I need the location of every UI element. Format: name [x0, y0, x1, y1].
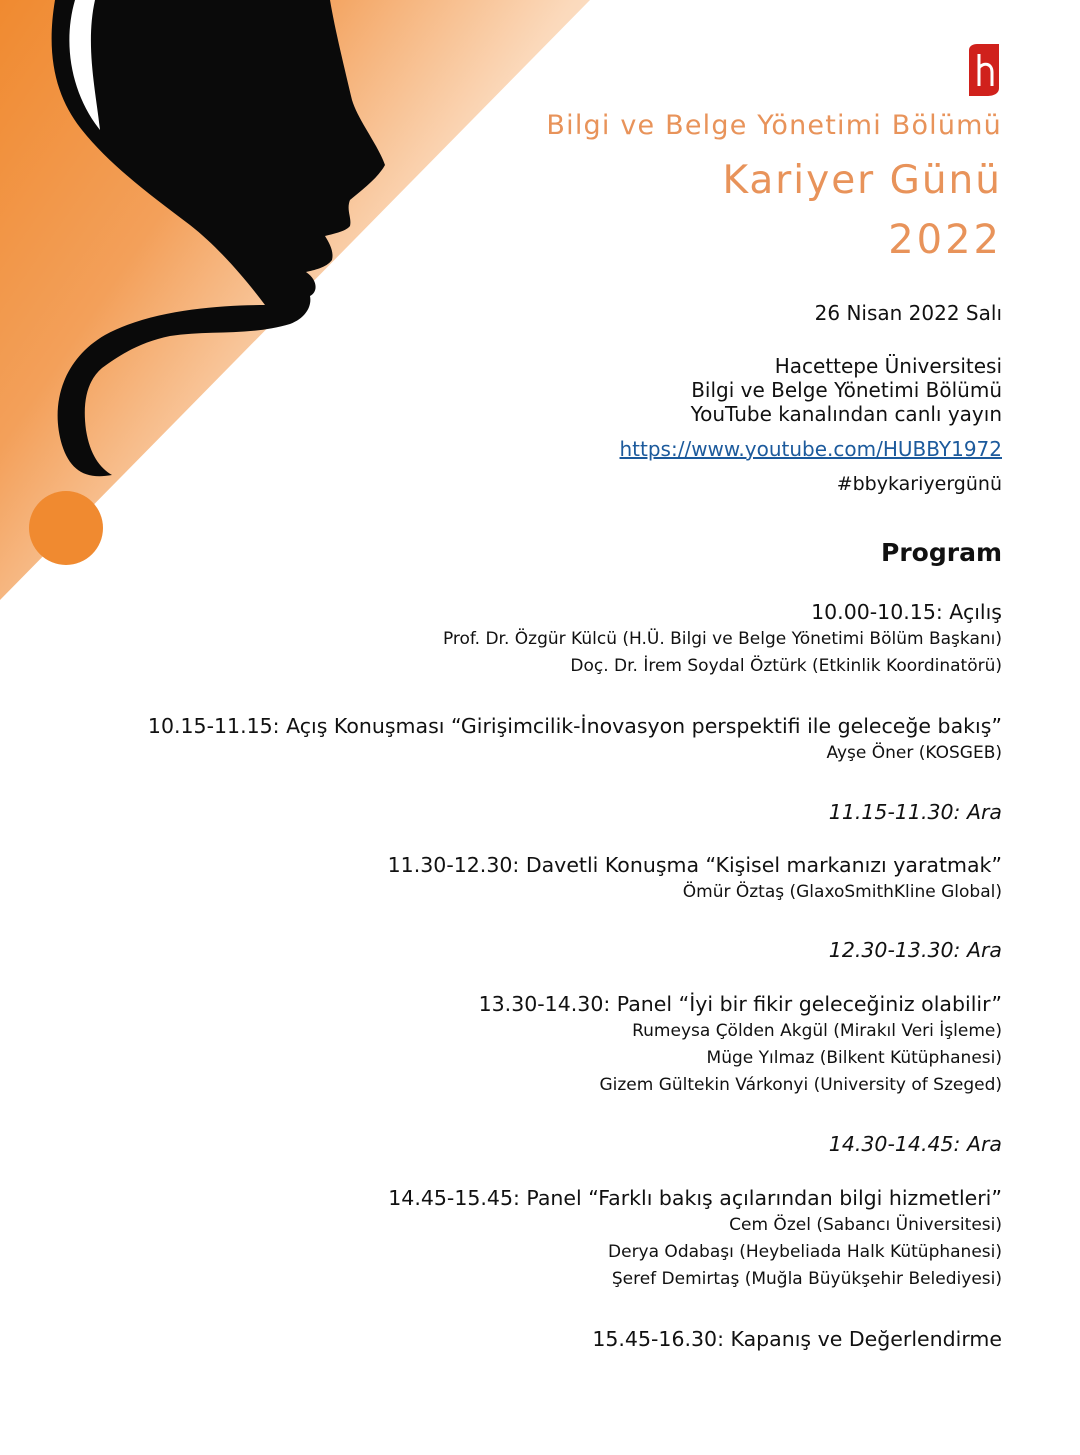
question-dot	[29, 491, 103, 565]
venue-line: Hacettepe Üniversitesi	[774, 354, 1002, 378]
session-title: 10.15-11.15: Açış Konuşması “Girişimcilik-İnovasyon perspektifi ile geleceğe bakış”	[147, 714, 1002, 738]
speaker: Cem Özel (Sabancı Üniversitesi)	[729, 1215, 1002, 1235]
speaker: Prof. Dr. Özgür Külcü (H.Ü. Bilgi ve Belge Yönetimi Bölüm Başkanı)	[442, 629, 1002, 649]
speaker: Doç. Dr. İrem Soydal Öztürk (Etkinlik Koordinatörü)	[570, 656, 1002, 676]
speaker: Gizem Gültekin Várkonyi (University of Szeged)	[599, 1075, 1002, 1095]
break-title: 12.30-13.30: Ara	[828, 938, 1002, 962]
hacettepe-logo-icon	[965, 42, 1003, 98]
program-item	[388, 1184, 1002, 1293]
program-item	[148, 712, 1002, 767]
break-title: 14.30-14.45: Ara	[828, 1132, 1002, 1156]
speaker: Ömür Öztaş (GlaxoSmithKline Global)	[682, 882, 1002, 902]
speaker: Rumeysa Çölden Akgül (Mirakıl Veri İşleme)	[632, 1021, 1002, 1041]
program-item	[388, 851, 1002, 906]
program-heading: Program	[881, 538, 1002, 567]
department-title: Bilgi ve Belge Yönetimi Bölümü	[546, 110, 1002, 141]
speaker: Derya Odabaşı (Heybeliada Halk Kütüphanesi)	[608, 1242, 1002, 1262]
session-title: 14.45-15.45: Panel “Farklı bakış açılarından bilgi hizmetleri”	[388, 1186, 1002, 1210]
program-item	[592, 1325, 1002, 1353]
event-date: 26 Nisan 2022 Salı	[814, 301, 1002, 325]
session-title: 11.30-12.30: Davetli Konuşma “Kişisel markanızı yaratmak”	[387, 853, 1002, 877]
speaker: Ayşe Öner (KOSGEB)	[826, 743, 1002, 763]
youtube-link[interactable]: https://www.youtube.com/HUBBY1972	[619, 437, 1002, 461]
session-title: 13.30-14.30: Panel “İyi bir fikir geleceğiniz olabilir”	[478, 992, 1002, 1016]
hashtag: #bbykariyergünü	[836, 473, 1002, 495]
session-title: 15.45-16.30: Kapanış ve Değerlendirme	[592, 1327, 1002, 1351]
venue-line: Bilgi ve Belge Yönetimi Bölümü	[691, 378, 1002, 402]
speaker: Müge Yılmaz (Bilkent Kütüphanesi)	[706, 1048, 1002, 1068]
session-title: 10.00-10.15: Açılış	[811, 600, 1002, 624]
program-break	[829, 936, 1002, 964]
break-title: 11.15-11.30: Ara	[828, 800, 1002, 824]
speaker: Şeref Demirtaş (Muğla Büyükşehir Belediyesi)	[611, 1269, 1002, 1289]
event-year: 2022	[888, 217, 1002, 263]
program-item	[443, 598, 1002, 680]
program-break	[829, 1130, 1002, 1158]
venue-line: YouTube kanalından canlı yayın	[690, 402, 1002, 426]
event-venue	[691, 354, 1002, 426]
program-break	[829, 798, 1002, 826]
event-title: Kariyer Günü	[722, 158, 1002, 203]
program-item	[479, 990, 1002, 1099]
